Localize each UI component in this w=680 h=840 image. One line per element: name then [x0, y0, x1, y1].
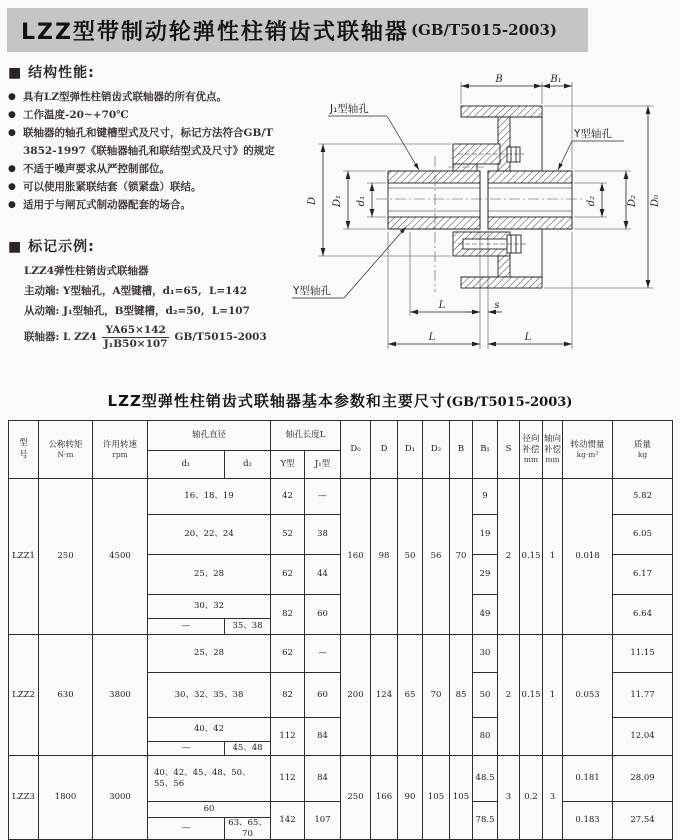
td-j1: 44 [305, 555, 341, 595]
td-mass: 6.64 [613, 595, 673, 635]
example-heading: ■ 标记示例: [8, 239, 95, 255]
page-title-standard: (GB/T5015-2003) [410, 21, 557, 39]
td-d: 60 [148, 802, 271, 818]
example-line: 主动端: Y型轴孔，A型键槽，d₁=65, L=142 [24, 285, 248, 297]
td-D0: 200 [341, 635, 371, 756]
dim-label-B1: B₁ [550, 74, 562, 85]
th-radial: 径向补偿 mm [520, 421, 543, 479]
td-j1: 38 [305, 515, 341, 555]
td-torque: 630 [39, 635, 93, 756]
list-item: ● 可以使用胀紧联结套（锁紧盘）联结。 [8, 178, 310, 196]
td-y: 82 [271, 673, 305, 718]
page-title: LZZ型带制动轮弹性柱销齿式联轴器 [21, 19, 409, 45]
td-mass: 11.77 [613, 673, 673, 718]
th-B1: B₁ [473, 421, 498, 479]
td-inertia: 0.183 [563, 802, 613, 840]
td-D0: 250 [341, 756, 371, 840]
td-j1: — [305, 635, 341, 673]
td-S: 2 [498, 635, 520, 756]
td-j1: 84 [305, 718, 341, 756]
td-y: 42 [271, 479, 305, 515]
td-model: LZZ3 [9, 756, 39, 840]
td-d: 25、28 [148, 555, 271, 595]
td-D1: 50 [398, 479, 423, 635]
th-bore-diameter: 轴孔直径 [148, 421, 271, 451]
td-radial: 0.15 [520, 635, 543, 756]
td-D: 166 [371, 756, 398, 840]
dim-label-d1: d₁ [356, 195, 367, 207]
th-D0: D₀ [341, 421, 371, 479]
table-row [9, 635, 673, 673]
features-list [8, 88, 310, 214]
example-line: 从动端: J₁型轴孔，B型键槽，d₂=50, L=107 [24, 305, 250, 317]
example-designation-line: 联轴器: L ZZ4 $\frac{YA65\times 142}{\text{J₁B50×107}}$ GB/T5015-2003 [24, 323, 267, 350]
td-d: 40、42、45、48、50、55、56 [148, 756, 271, 802]
features-heading: ■ 结构性能: [8, 65, 95, 81]
th-axial: 轴向补偿 mm [543, 421, 563, 479]
dimension-lines [323, 86, 648, 344]
td-j1: — [305, 479, 341, 515]
td-D0: 160 [341, 479, 371, 635]
td-y: 82 [271, 595, 305, 635]
td-B1: 78.5 [473, 802, 498, 840]
td-j1: 84 [305, 756, 341, 802]
td-B: 85 [450, 635, 473, 756]
td-B1: 48.5 [473, 756, 498, 802]
th-d1: d₁ [148, 451, 225, 479]
th-torque: 公称转矩 N·m [39, 421, 93, 479]
dim-label-s: s [494, 300, 500, 311]
td-d2b: 35、38 [225, 619, 271, 635]
td-B1: 29 [473, 555, 498, 595]
td-D: 98 [371, 479, 398, 635]
dim-label-D0: D₀ [650, 194, 661, 208]
td-mass: 12.04 [613, 718, 673, 756]
dim-label-B: B [495, 74, 503, 85]
example-lines [8, 261, 290, 353]
td-D2: 56 [423, 479, 450, 635]
td-D: 124 [371, 635, 398, 756]
th-j1-type: J₁型 [305, 451, 341, 479]
th-B: B [450, 421, 473, 479]
td-mass: 5.82 [613, 479, 673, 515]
td-model: LZZ1 [9, 479, 39, 635]
td-y: 52 [271, 515, 305, 555]
bullet-icon: ● [8, 200, 16, 210]
td-B1: 19 [473, 515, 498, 555]
features-section [8, 62, 310, 214]
page-title-bar [7, 8, 588, 52]
list-item: ● 适用于与闸瓦式制动器配套的场合。 [8, 196, 310, 214]
list-item: ● 工作温度-20~+70℃ [8, 106, 310, 124]
td-B1: 80 [473, 718, 498, 756]
td-torque: 1800 [39, 756, 93, 840]
td-B1: 9 [473, 479, 498, 515]
td-d: 30、32、35、38 [148, 673, 271, 718]
table-title: LZZ型弹性柱销齿式联轴器基本参数和主要尺寸(GB/T5015-2003) [107, 392, 573, 410]
th-y-type: Y型 [271, 451, 305, 479]
td-axial: 1 [543, 635, 563, 756]
th-model: 型号 [9, 421, 39, 479]
extension-lines [318, 82, 654, 349]
dim-label-L-inner: L [438, 300, 446, 311]
td-D2: 105 [423, 756, 450, 840]
td-d1b: — [148, 818, 225, 840]
td-B1: 50 [473, 673, 498, 718]
parameters-table [8, 420, 673, 840]
td-D1: 90 [398, 756, 423, 840]
dim-label-d2: d₂ [586, 195, 597, 207]
bullet-icon: ● [8, 164, 16, 174]
th-S: S [498, 421, 520, 479]
bullet-icon: ● [8, 128, 16, 138]
td-B1: 30 [473, 635, 498, 673]
td-axial: 1 [543, 479, 563, 635]
td-B: 70 [450, 479, 473, 635]
td-radial: 0.2 [520, 756, 543, 840]
td-j1: 107 [305, 802, 341, 840]
td-d: 20、22、24 [148, 515, 271, 555]
bullet-icon: ● [8, 110, 16, 120]
list-item: ● 联轴器的轴孔和键槽型式及尺寸，标记方法符合GB/T 3852-1997《联轴器轴孔和联结型式及尺寸》的规定 [8, 124, 310, 160]
td-y: 112 [271, 718, 305, 756]
td-model: LZZ2 [9, 635, 39, 756]
td-speed: 4500 [93, 479, 148, 635]
td-mass: 6.05 [613, 515, 673, 555]
bullet-icon: ● [8, 92, 16, 102]
td-j1: 60 [305, 673, 341, 718]
dim-label-D1: D₁ [332, 194, 343, 208]
td-d: 30、32 [148, 595, 271, 619]
td-y: 62 [271, 635, 305, 673]
th-speed: 许用转速 rpm [93, 421, 148, 479]
td-j1: 60 [305, 595, 341, 635]
td-D2: 70 [423, 635, 450, 756]
td-S: 2 [498, 479, 520, 635]
td-torque: 250 [39, 479, 93, 635]
marking-example-section [8, 236, 290, 353]
th-bore-length: 轴孔长度L [271, 421, 341, 451]
example-line: LZZ4弹性柱销齿式联轴器 [24, 265, 149, 277]
dim-label-L-left: L [428, 332, 436, 343]
dim-label-D2: D₂ [627, 194, 638, 208]
dim-label-D: D [307, 196, 318, 206]
th-D1: D₁ [398, 421, 423, 479]
td-y: 112 [271, 756, 305, 802]
th-D: D [371, 421, 398, 479]
td-radial: 0.15 [520, 479, 543, 635]
td-d2b: 45、48 [225, 742, 271, 756]
td-mass: 27.54 [613, 802, 673, 840]
table-row [9, 756, 673, 802]
section-marker: ■ [8, 239, 23, 255]
td-inertia: 0.181 [563, 756, 613, 802]
header-row-1 [9, 421, 673, 451]
td-inertia: 0.018 [563, 479, 613, 635]
callout-y-bore-left: Y型轴孔 [293, 285, 331, 297]
td-speed: 3000 [93, 756, 148, 840]
td-B1: 49 [473, 595, 498, 635]
th-mass: 质量 kg [613, 421, 673, 479]
td-speed: 3800 [93, 635, 148, 756]
td-mass: 11.15 [613, 635, 673, 673]
coupling-section-drawing [290, 60, 680, 372]
th-D2: D₂ [423, 421, 450, 479]
td-mass: 28.09 [613, 756, 673, 802]
td-y: 142 [271, 802, 305, 840]
td-d1b: — [148, 742, 225, 756]
td-d1b: — [148, 619, 225, 635]
td-d: 16、18、19 [148, 479, 271, 515]
td-B: 105 [450, 756, 473, 840]
td-d: 40、42 [148, 718, 271, 742]
th-inertia: 转动惯量 kg·m² [563, 421, 613, 479]
td-S: 3 [498, 756, 520, 840]
table-row [9, 479, 673, 515]
td-y: 62 [271, 555, 305, 595]
td-axial: 3 [543, 756, 563, 840]
td-D1: 65 [398, 635, 423, 756]
list-item: ● 不适于噪声要求从严控制部位。 [8, 160, 310, 178]
td-inertia: 0.053 [563, 635, 613, 756]
td-d: 25、28 [148, 635, 271, 673]
td-mass: 6.17 [613, 555, 673, 595]
callout-j1-bore: J₁型轴孔 [330, 103, 369, 115]
bullet-icon: ● [8, 182, 16, 192]
td-d2b: 63、65、70 [225, 818, 271, 840]
dim-label-L-right: L [524, 332, 532, 343]
designation-fraction: $\frac{YA65\times 142}{\text{J₁B50×107}}$ [103, 323, 168, 350]
callout-y-bore-right: Y型轴孔 [574, 128, 612, 140]
section-marker: ■ [8, 65, 23, 81]
th-d2: d₂ [225, 451, 271, 479]
list-item: ● 具有LZ型弹性柱销齿式联轴器的所有优点。 [8, 88, 310, 106]
